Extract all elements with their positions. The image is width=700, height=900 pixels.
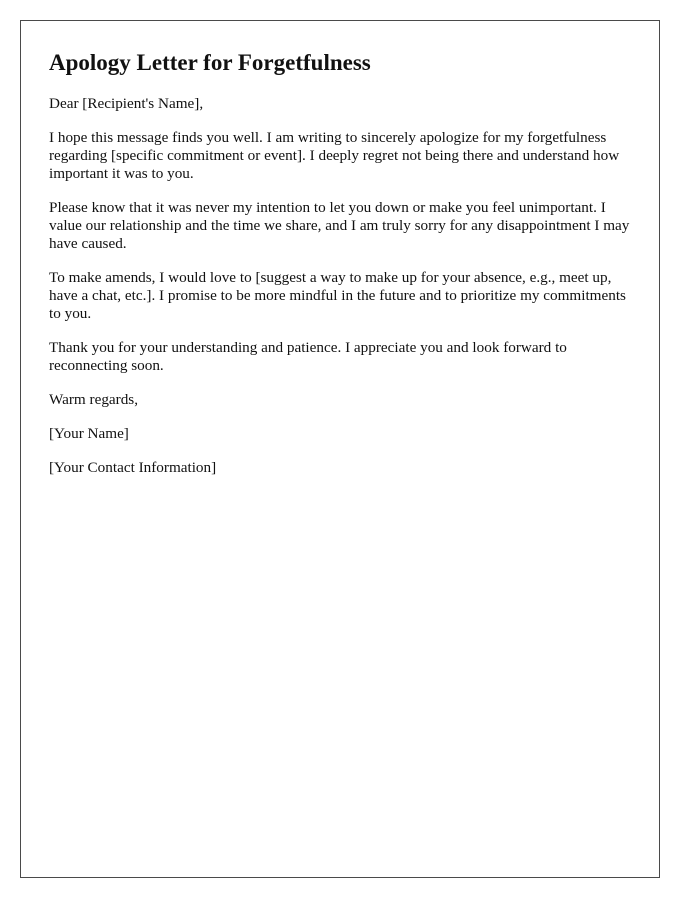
- letter-salutation: Dear [Recipient's Name],: [49, 95, 204, 112]
- letter-content: [49, 49, 639, 493]
- letter-paragraph-3: To make amends, I would love to [suggest a way to make up for your absence, e.g., meet up, have a chat, etc.]. I promise to be more mindful in the future and to prioritize my commitments to you.: [49, 269, 626, 322]
- letter-closing: Warm regards,: [49, 391, 139, 408]
- letter-title: Apology Letter for Forgetfulness: [49, 50, 371, 75]
- signature-name: [Your Name]: [49, 425, 129, 442]
- letter-page: [20, 20, 660, 878]
- letter-paragraph-1: I hope this message finds you well. I am writing to sincerely apologize for my forgetfulness regarding [specific commitment or event]. I deeply regret not being there and understand how important it was to you.: [49, 129, 620, 182]
- letter-paragraph-4: Thank you for your understanding and patience. I appreciate you and look forward to reconnecting soon.: [49, 339, 567, 374]
- signature-contact: [Your Contact Information]: [49, 459, 217, 476]
- letter-paragraph-2: Please know that it was never my intention to let you down or make you feel unimportant. I value our relationship and the time we share, and I am truly sorry for any disappointment I may have caused.: [49, 199, 630, 252]
